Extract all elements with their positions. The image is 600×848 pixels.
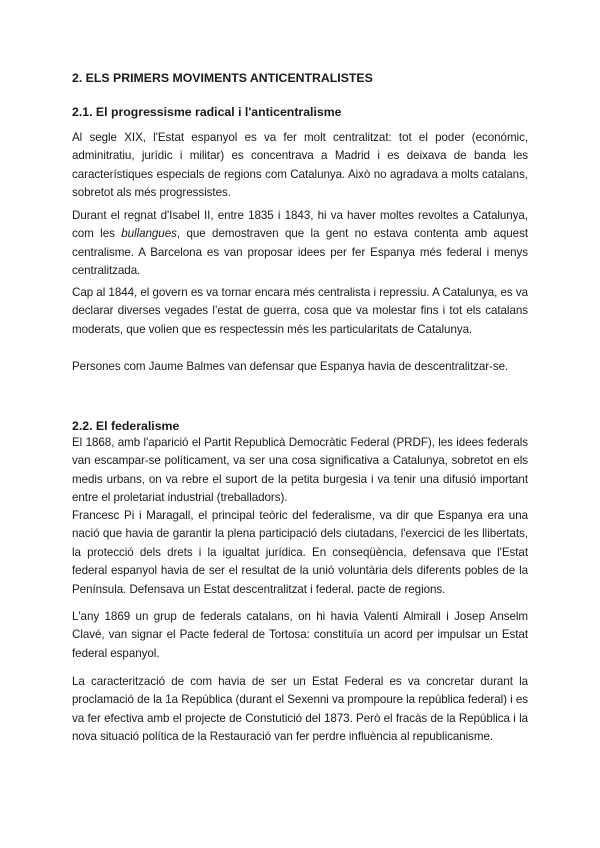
paragraph-isabel-ii-text-before: Durant el regnat d'Isabel II, entre 1835 i 1843, hi va haver moltes revoltes a Catalunya, com les: [72, 209, 528, 241]
paragraph-prdf: El 1868, amb l'aparició el Partit Republicà Democràtic Federal (PRDF), les idees federals van escampar-se políticament, va ser una cosa significativa a Catalunya, sobretot en els medis urbans, on va rebre el suport de la petita burgesia i va tenir una difusió important entre el proletariat industrial (treballadors).: [72, 436, 528, 505]
paragraph-pi-i-maragall: Francesc Pi i Maragall, el principal teòric del federalisme, va dir que Espanya era una nació que havia de garantir la plena participació dels ciutadans, l'exercici de les llibertats, la protecció dels drets i la igualtat jurídica. En conseqüència, defensava que l'Estat federal espanyol havia de ser el resultat de la unió voluntària dels diferents pobles de la Península. Defensava un Estat descentralitzat i federal. pacte de regions.: [72, 509, 528, 596]
paragraph-primera-republica: La caracterització de com havia de ser un Estat Federal es va concretar durant la proclamació de la 1a República (durant el Sexenni va prompoure la república federal) i es va fer efectiva amb el projecte de Constutició del 1873. Però el fracàs de la República i la nova situació política de la Restauració van fer perdre influència al republicanisme.: [72, 675, 528, 744]
paragraph-pacte-tortosa: L'any 1869 un grup de federals catalans, on hi havia Valentí Almirall i Josep Anselm Clavé, van signar el Pacte federal de Tortosa: constituïa un acord per impulsar un Estat federal espanyol.: [72, 610, 528, 660]
subsection-title-federalisme: 2.2. El federalisme: [72, 419, 180, 433]
paragraph-isabel-ii-text-after: , que demostraven que la gent no estava contenta amb aquest centralisme. A Barcelona es van proposar idees per fer Espanya més federal i menys centralitzada.: [72, 227, 528, 278]
paragraph-balmes: Persones com Jaume Balmes van defensar que Espanya havia de descentralitzar-se.: [72, 360, 509, 373]
section-title: 2. ELS PRIMERS MOVIMENTS ANTICENTRALISTES: [72, 71, 373, 85]
paragraph-centralisme: Al segle XIX, l'Estat espanyol es va fer molt centralitzat: tot el poder (económic, adminitratiu, jurídic i militar) es concentrava a Madrid i es deixava de banda les característiques especials de regions com Catalunya. Això no agradava a molts catalans, sobretot als més progressistes.: [72, 131, 528, 200]
paragraph-repressio: Cap al 1844, el govern es va tornar encara més centralista i repressiu. A Catalunya, es va declarar diverses vegades l’estat de guerra, cosa que va molestar fins i tot els catalans moderats, que volien que es respectessin més les particularitats de Catalunya.: [72, 286, 528, 336]
bullangues-term: bullangues: [121, 227, 177, 241]
subsection-title-progressisme: 2.1. El progressisme radical i l'anticentralisme: [72, 105, 342, 119]
paragraph-isabel-ii: [72, 207, 528, 281]
